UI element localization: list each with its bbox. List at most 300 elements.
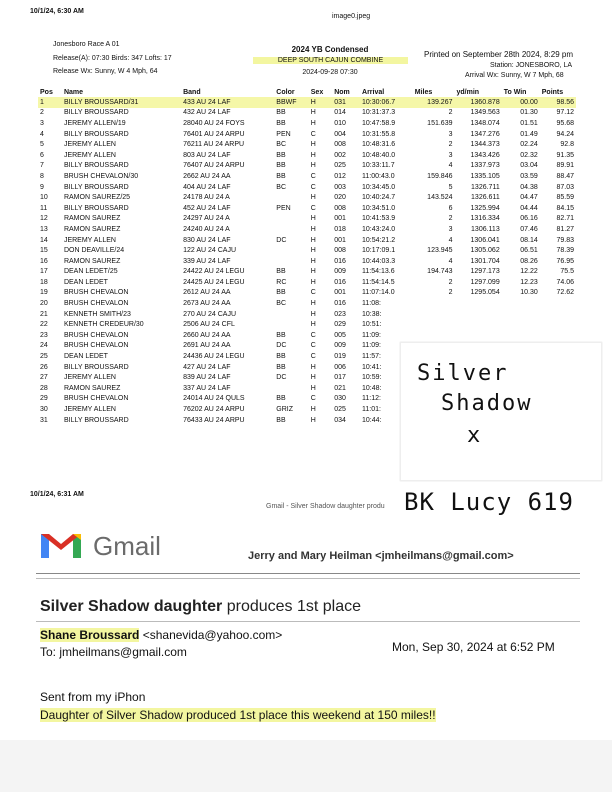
table-row [38,309,576,320]
table-cell [274,214,308,225]
table-cell [274,309,308,320]
divider-subject [36,621,580,622]
table-cell: 11:01: [362,406,381,414]
table-row [38,256,576,267]
table-cell: H [310,363,316,371]
table-row [38,139,576,150]
table-cell: 2612 AU 24 AA [183,289,231,297]
table-cell: PEN [276,130,291,138]
table-cell: BRUSH CHEVALON [63,331,129,339]
subject-rest: produces 1st place [222,598,362,615]
table-cell: 1316.334 [470,215,500,223]
table-cell: 11:54:13.6 [362,268,395,276]
table-cell: 24178 AU 24 A [183,194,230,202]
table-cell: 18 [40,278,48,286]
table-cell: 19 [40,289,48,297]
table-cell: 10:33:11.7 [362,162,395,170]
table-header-row [38,87,576,97]
table-cell: 81.27 [556,225,574,233]
table-cell [274,224,308,235]
table-cell: C [310,289,316,297]
table-cell: 31 [40,416,48,424]
table-cell [413,298,455,309]
table-cell: 803 AU 24 LAF [183,151,231,159]
table-cell: 07.46 [520,225,538,233]
table-row [38,330,576,341]
table-cell: H [310,162,316,170]
table-cell: 452 AU 24 LAF [183,204,231,212]
table-cell: C [310,130,316,138]
table-cell: H [310,310,316,318]
table-cell: 427 AU 24 LAF [183,363,231,371]
table-cell: 023 [334,310,346,318]
account-email: Jerry and Mary Heilman <jmheilmans@gmail.com> [248,550,514,562]
table-cell: BB [276,331,286,339]
table-cell: H [310,268,316,276]
table-cell: 23 [40,331,48,339]
printed-on: Printed on September 28th 2024, 8:29 pm [424,50,573,59]
table-cell: KENNETH CREDEUR/30 [63,321,144,329]
table-cell: 01.51 [520,119,538,127]
subject-highlight: Silver Shadow daughter [40,598,223,615]
footer-source: Gmail - Silver Shadow daughter produ [266,503,385,510]
table-cell: 10:41:53.9 [362,215,396,223]
table-cell: 11:54:14.5 [362,278,395,286]
table-cell: BB [276,119,286,127]
table-cell: BRUSH CHEVALON/30 [63,172,139,180]
column-header: Points [541,88,564,96]
table-cell: RC [276,278,287,286]
table-cell: 2 [40,109,44,117]
table-cell: 28 [40,384,48,392]
table-cell: 1349.563 [470,109,500,117]
note-line-3: x [467,423,483,448]
table-cell: 014 [334,109,346,117]
table-cell: 5 [40,141,44,149]
table-cell: 95.68 [556,119,574,127]
table-cell: 432 AU 24 LAF [183,109,231,117]
table-cell: 1325.994 [470,204,500,212]
table-cell: H [310,236,316,244]
table-cell: C [310,395,316,403]
table-cell: 94.24 [556,130,574,138]
table-cell: H [310,321,316,329]
table-cell: 830 AU 24 LAF [183,236,231,244]
table-cell: 005 [334,331,346,339]
table-cell [454,298,501,309]
column-header: Miles [414,88,433,96]
table-cell: 10:48:40.0 [362,151,396,159]
table-cell: PEN [276,204,291,212]
table-cell: BB [276,289,286,297]
table-cell: 020 [334,194,346,202]
table-cell: H [310,384,316,392]
race-date: 2024-09-28 07:30 [302,69,358,76]
table-cell: 4 [448,236,453,244]
table-cell [274,245,308,256]
column-header: Nom [334,88,350,96]
table-cell: DC [276,342,287,350]
table-cell: 02.32 [520,151,538,159]
table-cell: 016 [334,278,346,286]
table-cell: 4 [448,257,453,265]
table-cell: 025 [334,162,346,170]
report-title: 2024 YB Condensed [291,45,369,54]
table-cell: 3 [448,130,453,138]
table-cell: 1295.054 [470,289,500,297]
table-cell: 10:17:09.1 [362,247,396,255]
table-cell: 1347.276 [470,130,500,138]
table-cell: 017 [334,374,346,382]
table-cell: 1344.373 [470,141,500,149]
column-header: Band [183,88,201,96]
table-cell: 13 [40,225,48,233]
table-cell: 009 [334,342,346,350]
table-cell: RAMON SAUREZ [63,215,121,223]
table-cell: 76401 AU 24 ARPU [183,130,245,138]
table-cell: H [310,406,316,414]
table-cell: DC [276,374,287,382]
table-cell: 89.91 [556,162,574,170]
table-cell [413,330,455,341]
table-cell: C [310,183,316,191]
column-header: Pos [40,88,53,96]
table-cell: 1305.062 [470,247,500,255]
table-cell [274,256,308,267]
table-cell: 9 [40,183,44,191]
table-cell: BRUSH CHEVALON [63,395,129,403]
table-cell: BRUSH CHEVALON [63,289,129,297]
table-cell: 003 [334,183,346,191]
table-cell: 08.26 [520,257,538,265]
table-row [38,161,576,172]
table-cell: 159.846 [427,172,453,180]
email-subject [40,598,361,616]
table-cell: 10 [40,194,48,202]
table-cell: JEREMY ALLEN [63,151,116,159]
combine-name: DEEP SOUTH CAJUN COMBINE [253,57,408,64]
table-cell: 11:57: [362,353,381,361]
table-cell: 5 [448,183,453,191]
table-cell: 10:34:51.0 [362,204,396,212]
table-cell: 10.30 [520,289,538,297]
table-row [38,214,576,225]
table-cell: 24 [40,342,48,350]
table-cell: 91.35 [556,151,574,159]
table-cell: 030 [334,395,346,403]
table-cell: 26 [40,363,48,371]
table-cell: 17 [40,268,48,276]
gmail-logo-icon [40,530,82,560]
table-cell: 06.16 [520,215,538,223]
arrival-weather: Arrival Wx: Sunny, W 7 Mph, 68 [465,72,564,79]
table-cell: C [310,172,316,180]
table-cell: H [310,416,316,424]
table-cell: 11:08: [362,300,381,308]
email-to: To: jmheilmans@gmail.com [40,645,187,659]
table-cell: 1337.973 [470,162,500,170]
table-cell: 12.23 [520,278,538,286]
table-cell: C [310,342,316,350]
table-cell: 82.71 [556,215,574,223]
table-cell: 10:31:55.8 [362,130,396,138]
table-cell: 11:07:14.0 [362,289,395,297]
table-cell: 74.06 [556,278,574,286]
table-cell: BC [276,300,287,308]
column-header: Color [276,88,295,96]
table-cell: 001 [334,215,346,223]
table-cell: 008 [334,204,346,212]
table-cell: 04.47 [520,194,538,202]
table-cell: H [310,278,316,286]
table-cell: RAMON SAUREZ/25 [63,194,131,202]
table-cell: 10:54:21.2 [362,236,396,244]
table-cell: 337 AU 24 LAF [183,384,231,392]
table-cell: 1301.704 [470,257,500,265]
column-header: Name [63,88,84,96]
table-cell: 10:30:06.7 [360,97,413,108]
table-cell: 1297.173 [470,268,500,276]
table-row [38,267,576,278]
table-cell [413,309,455,320]
table-cell: DON DEAVILLE/24 [63,247,125,255]
table-cell: 10:41: [362,363,382,371]
table-cell: 27 [40,374,48,382]
table-cell: 019 [334,353,346,361]
email-body-line-2 [40,708,436,722]
table-cell: H [310,215,316,223]
table-cell: BC [276,141,287,149]
table-row [38,97,576,108]
table-cell: 11:09: [362,331,381,339]
note-line-4: BK Lucy 619 [404,488,574,516]
table-cell: 001 [334,236,346,244]
table-cell: RAMON SAUREZ [63,225,121,233]
table-cell: 14 [40,236,48,244]
table-cell: RAMON SAUREZ [63,384,121,392]
table-cell: 10:40:24.7 [362,194,396,202]
table-cell: 10:48:31.6 [362,141,396,149]
table-cell [540,330,576,341]
table-cell: C [310,331,316,339]
table-cell: 16 [40,257,48,265]
table-cell: 433 AU 24 LAF [181,97,274,108]
release-weather: Release Wx: Sunny, W 4 Mph, 64 [53,68,158,75]
table-row [38,171,576,182]
column-header: To Win [503,88,527,96]
table-cell: 2 [448,289,453,297]
table-cell [540,309,576,320]
table-cell: 24297 AU 24 A [183,215,230,223]
table-row [38,118,576,129]
table-cell: BB [276,363,286,371]
table-cell: 123.945 [427,247,453,255]
table-cell [413,319,455,330]
table-cell [454,309,501,320]
table-cell: 009 [334,268,346,276]
table-cell: H [310,225,316,233]
table-cell: 79.83 [556,236,574,244]
table-cell: H [310,257,316,265]
table-cell: 01.30 [520,109,538,117]
table-cell: JEREMY ALLEN [63,141,116,149]
table-cell: BILLY BROUSSARD [63,363,129,371]
table-cell: DC [276,236,287,244]
table-cell: BILLY BROUSSARD [63,130,129,138]
table-cell: 76202 AU 24 ARPU [183,406,245,414]
table-cell: 11:00:43.0 [362,172,395,180]
divider-top [36,573,580,574]
email-date: Mon, Sep 30, 2024 at 6:52 PM [392,640,555,654]
table-row [38,235,576,246]
table-cell: 1 [38,97,62,108]
table-cell: 270 AU 24 CAJU [183,310,237,318]
table-cell: 11 [40,204,48,212]
table-cell [540,319,576,330]
column-header: Sex [310,88,324,96]
table-cell: H [310,109,316,117]
table-cell: 2 [448,141,453,149]
table-cell: 72.62 [556,289,574,297]
table-cell: 1360.878 [454,97,501,108]
table-cell: 002 [334,151,346,159]
table-cell [274,383,308,394]
table-cell: 88.47 [556,172,574,180]
table-cell: 3 [40,119,44,127]
table-row [38,150,576,161]
table-cell: 75.5 [560,268,574,276]
column-header: Arrival [362,88,385,96]
table-cell: C [310,204,316,212]
table-cell: 7 [40,162,44,170]
table-cell: 143.524 [427,194,453,202]
gmail-logo-text: Gmail [93,531,161,561]
table-cell: 2506 AU 24 CFL [183,321,235,329]
table-cell: 6 [448,204,453,212]
table-row [38,319,576,330]
table-cell [274,319,308,330]
table-cell: 151.639 [427,119,453,127]
table-cell: BILLY BROUSSARD/31 [62,97,181,108]
table-cell: 029 [334,321,346,329]
table-cell: BB [276,416,286,424]
table-cell: 24014 AU 24 QULS [183,395,245,403]
note-line-1: Silver [417,361,509,386]
table-cell: 4 [448,162,453,170]
table-cell: 10:31:37.3 [362,109,396,117]
table-row [38,277,576,288]
table-cell: 4 [40,130,44,138]
table-row [38,129,576,140]
table-cell [454,330,501,341]
table-cell: 1297.099 [470,278,500,286]
race-name: Jonesboro Race A 01 [53,41,120,48]
table-cell: 24425 AU 24 LEGU [183,278,245,286]
table-cell: 339 AU 24 LAF [183,257,231,265]
table-cell: 10:44: [362,416,382,424]
email-body-line-1: Sent from my iPhon [40,690,146,704]
table-cell: JEREMY ALLEN [63,374,116,382]
table-cell: H [310,247,316,255]
table-cell: 85.59 [556,194,574,202]
table-cell: 24436 AU 24 LEGU [183,353,245,361]
table-cell: JEREMY ALLEN [63,236,116,244]
table-cell: 12.22 [520,268,538,276]
table-cell: 031 [332,97,360,108]
table-cell: RAMON SAUREZ [63,257,121,265]
table-cell [502,309,540,320]
table-cell: 016 [334,257,346,265]
table-cell: 76407 AU 24 ARPU [183,162,245,170]
table-cell: 1326.611 [471,194,500,202]
station: Station: JONESBORO, LA [490,62,573,69]
table-row [38,203,576,214]
email-from [40,628,282,642]
table-cell: 15 [40,247,48,255]
table-cell: DEAN LEDET/25 [63,268,118,276]
table-cell: BILLY BROUSSARD [63,183,129,191]
table-cell: 404 AU 24 LAF [183,183,231,191]
release-line: Release(A): 07:30 Birds: 347 Lofts: 17 [53,55,172,62]
divider-top-2 [36,578,580,579]
table-cell: 10:47:58.9 [362,119,396,127]
table-cell: 03.04 [520,162,538,170]
table-cell: 11:12: [362,395,381,403]
table-cell: 11:09: [362,342,381,350]
table-cell: BB [276,162,286,170]
table-cell: 6 [40,151,44,159]
table-cell [540,298,576,309]
column-header: yd/min [456,88,480,96]
table-cell: H [310,119,316,127]
table-cell: 001 [334,289,346,297]
table-cell: 016 [334,300,346,308]
table-cell: 00.00 [502,97,540,108]
table-cell: 010 [334,119,346,127]
table-cell: 10:38: [362,310,382,318]
table-cell: GRIZ [276,406,294,414]
table-cell: 84.15 [556,204,574,212]
table-cell: H [310,300,316,308]
table-cell: 2673 AU 24 AA [183,300,231,308]
table-cell: 3 [448,151,453,159]
table-cell: 01.49 [520,130,538,138]
table-cell: BB [276,268,286,276]
table-cell: BILLY BROUSSARD [63,416,129,424]
table-cell: BB [276,109,286,117]
table-cell: H [310,194,316,202]
table-cell: 24422 AU 24 LEGU [183,268,245,276]
from-email: <shanevida@yahoo.com> [139,628,283,642]
table-cell: 839 AU 24 LAF [183,374,231,382]
table-cell: 034 [334,416,346,424]
table-row [38,288,576,299]
table-cell: 1348.074 [470,119,500,127]
scan-margin [0,740,612,792]
table-cell: BRUSH CHEVALON [63,300,129,308]
table-cell: 22 [40,321,48,329]
body-rest: produced 1st place this weekend at 150 miles!! [182,708,436,722]
table-cell: 76.95 [556,257,574,265]
table-cell: 30 [40,406,48,414]
table-cell: BB [276,172,286,180]
table-cell: 02.24 [520,141,538,149]
table-cell: KENNETH SMITH/23 [63,310,131,318]
table-cell: 06.51 [520,247,538,255]
table-cell: 76211 AU 24 ARPU [183,141,245,149]
table-cell [502,330,540,341]
table-cell: H [310,374,316,382]
